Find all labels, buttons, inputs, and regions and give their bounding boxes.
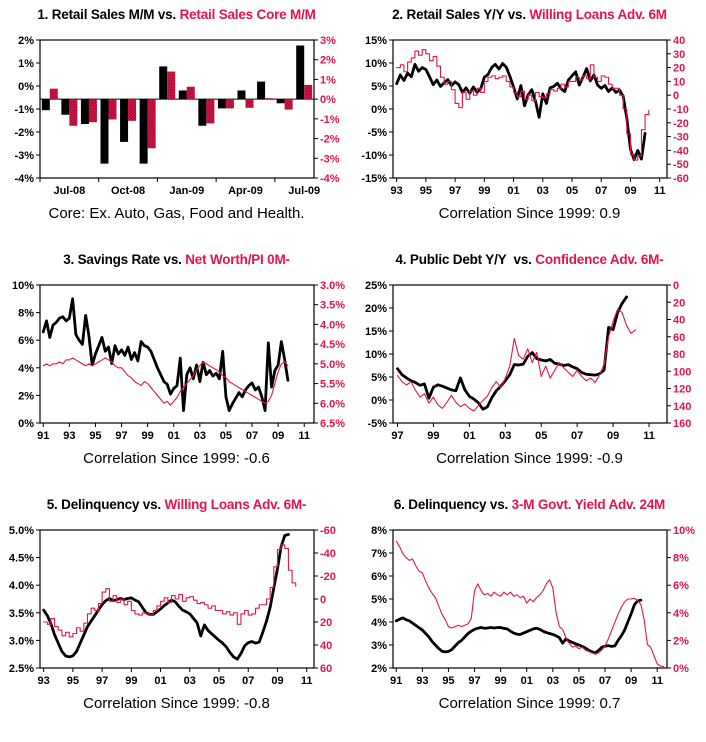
x-axis-label: 03: [193, 430, 206, 442]
bar-black-Apr-09: [218, 99, 226, 108]
x-axis-label: 99: [427, 430, 440, 442]
bar-black-Aug-09: [296, 46, 304, 100]
right-axis-label: 6.0%: [320, 398, 346, 411]
right-axis-label: 20: [673, 297, 686, 310]
left-axis-label: -4%: [14, 173, 34, 185]
chart-1-title: [37, 6, 315, 26]
right-axis-label: 140: [673, 400, 692, 413]
bar-red-Feb-09: [187, 87, 195, 99]
chart-2-title-red: Willing Loans Adv. 6M: [529, 7, 667, 22]
left-axis-label: 0%: [371, 395, 387, 407]
bar-black-Nov-08: [120, 99, 128, 142]
left-axis-label: 2%: [18, 35, 34, 47]
right-axis-label: -60: [320, 525, 336, 537]
left-axis-label: 8%: [18, 307, 34, 320]
bar-red-Aug-08: [69, 99, 77, 126]
left-axis-label: 8%: [371, 525, 387, 537]
chart-cell-5: [0, 490, 353, 742]
x-axis-label: Oct-08: [110, 185, 146, 197]
right-axis-label: 4.5%: [320, 339, 346, 352]
bar-red-Aug-09: [304, 85, 312, 99]
left-axis-label: 0%: [371, 104, 387, 116]
series-Savings Rate: [43, 299, 288, 411]
bar-black-Aug-08: [61, 99, 69, 115]
bar-black-Feb-09: [179, 90, 187, 99]
x-axis-label: 97: [115, 430, 128, 442]
x-axis-label: 97: [95, 675, 109, 687]
series-Willing Loans Adv. 6M- (inverted): [44, 545, 296, 637]
left-axis-label: 5%: [371, 81, 387, 93]
right-axis-label: -10: [673, 104, 689, 116]
chart-5-title-black: 5. Delinquency vs.: [46, 497, 165, 512]
chart-6-canvas: [353, 516, 706, 690]
left-axis-label: -15%: [361, 173, 387, 185]
bar-red-Oct-08: [109, 99, 117, 119]
chart-cell-6: [353, 490, 706, 742]
x-axis-label: 99: [141, 430, 154, 442]
chart-5-title-red: Willing Loans Adv. 6M-: [164, 497, 307, 512]
right-axis-label: 0: [673, 280, 680, 292]
x-axis-label: Apr-09: [228, 185, 263, 197]
right-axis-label: 0%: [320, 94, 336, 107]
x-axis-label: 97: [391, 430, 404, 442]
x-axis-label: 91: [390, 675, 403, 687]
x-axis-label: 09: [624, 185, 637, 197]
right-axis-label: -50: [673, 159, 689, 172]
x-axis-label: 05: [565, 185, 579, 197]
x-axis-label: 95: [442, 675, 455, 687]
chart-2-title-black: 2. Retail Sales Y/Y vs.: [392, 7, 530, 22]
bar-black-Sep-08: [81, 99, 89, 124]
bar-red-May-09: [246, 99, 254, 108]
series-Delinquency: [396, 600, 641, 653]
bar-red-Sep-08: [89, 99, 97, 122]
chart-5-title: [47, 496, 306, 516]
x-axis-label: 01: [507, 185, 520, 197]
x-axis-label: 09: [606, 430, 620, 442]
right-axis-label: 3.5%: [320, 299, 346, 312]
chart-3-canvas: [0, 271, 353, 445]
x-axis-label: 11: [643, 430, 655, 442]
right-axis-label: 5.0%: [320, 358, 346, 371]
right-axis-label: 8%: [673, 552, 689, 565]
right-axis-label: 4%: [673, 607, 689, 620]
series-Willing Loans Adv. 6M: [397, 50, 649, 160]
x-axis-label: 05: [212, 675, 226, 687]
x-axis-label: 93: [37, 675, 50, 687]
left-axis-label: 10%: [11, 280, 34, 292]
left-axis-label: -1%: [14, 104, 34, 116]
right-axis-label: 4.0%: [320, 319, 346, 332]
chart-6-title: [394, 496, 665, 516]
left-axis-label: 15%: [364, 35, 387, 47]
left-axis-label: 0%: [18, 81, 34, 93]
right-axis-label: 2%: [673, 635, 689, 648]
plot-border: [40, 285, 314, 423]
right-axis-label: 20: [320, 617, 333, 629]
left-axis-label: 6%: [18, 335, 34, 348]
bar-black-Dec-08: [140, 99, 148, 163]
x-axis-label: 11: [653, 185, 666, 197]
x-axis-label: 93: [416, 675, 429, 687]
x-axis-label: 11: [651, 675, 664, 687]
right-axis-label: 0%: [673, 663, 689, 675]
x-axis-label: 07: [245, 430, 259, 442]
x-axis-label: 91: [37, 430, 50, 442]
left-axis-label: 2.5%: [8, 663, 34, 675]
bar-red-Mar-09: [206, 99, 214, 123]
chart-4-title: [396, 251, 664, 271]
left-axis-label: 10%: [364, 349, 387, 361]
right-axis-label: 40: [673, 314, 686, 327]
x-axis-label: Jul-09: [288, 185, 321, 197]
bar-black-Oct-08: [101, 99, 109, 163]
x-axis-label: 03: [546, 675, 559, 687]
chart-3-title-black: 3. Savings Rate vs.: [63, 252, 186, 267]
right-axis-label: 3.0%: [320, 280, 346, 292]
bar-red-Dec-08: [148, 99, 156, 148]
right-axis-label: 20: [673, 62, 686, 75]
right-axis-label: 1%: [320, 74, 336, 87]
bar-black-Mar-09: [198, 99, 206, 126]
x-axis-label: 93: [390, 185, 403, 197]
right-axis-label: 10: [673, 76, 686, 89]
chart-cell-2: [353, 0, 706, 245]
left-axis-label: -2%: [14, 127, 34, 139]
x-axis-label: 09: [271, 430, 285, 442]
right-axis-label: 10%: [673, 525, 696, 537]
series-Confidence Adv. 6M- (inverted): [397, 309, 635, 411]
x-axis-label: 09: [271, 675, 284, 687]
series-Retail Sales Y/Y: [397, 63, 645, 159]
left-axis-label: 0%: [18, 418, 34, 430]
bar-black-May-09: [238, 90, 246, 99]
x-axis-label: 11: [298, 430, 311, 442]
right-axis-label: 0: [320, 594, 327, 606]
chart-5-correlation: Correlation Since 1999: -0.8: [83, 695, 270, 712]
bar-black-Jun-09: [257, 82, 265, 100]
right-axis-label: -2%: [320, 133, 340, 146]
x-axis-label: 05: [219, 430, 233, 442]
right-axis-label: -60: [673, 173, 689, 185]
x-axis-label: 03: [499, 430, 512, 442]
x-axis-label: 01: [520, 675, 533, 687]
x-axis-label: 99: [125, 675, 138, 687]
right-axis-label: 5.5%: [320, 378, 346, 391]
bar-red-Nov-08: [128, 99, 136, 121]
left-axis-label: 20%: [364, 303, 387, 315]
bar-black-Jan-09: [159, 66, 167, 99]
left-axis-label: 4.5%: [8, 552, 34, 565]
chart-2-canvas: [353, 26, 706, 200]
x-axis-label: 97: [468, 675, 481, 687]
x-axis-label: 99: [478, 185, 491, 197]
bar-red-Apr-09: [226, 99, 234, 108]
right-axis-label: -30: [673, 131, 689, 144]
x-axis-label: 03: [183, 675, 196, 687]
chart-6-correlation: Correlation Since 1999: 0.7: [438, 695, 621, 712]
x-axis-label: 01: [154, 675, 167, 687]
right-axis-label: 30: [673, 48, 686, 61]
chart-5-canvas: [0, 516, 353, 690]
right-axis-label: -20: [320, 571, 336, 583]
right-axis-label: -4%: [320, 173, 340, 185]
left-axis-label: 1%: [18, 58, 34, 70]
right-axis-label: 60: [320, 663, 333, 675]
chart-3-title: [63, 251, 290, 271]
chart-2-correlation: Correlation Since 1999: 0.9: [438, 205, 621, 222]
left-axis-label: 15%: [364, 326, 387, 338]
left-axis-label: 25%: [364, 280, 387, 292]
chart-4-canvas: [353, 271, 706, 445]
chart-4-correlation: Correlation Since 1999: -0.9: [436, 450, 623, 467]
bar-black-Jul-08: [42, 99, 50, 110]
right-axis-label: -20: [673, 117, 689, 130]
x-axis-label: 05: [535, 430, 548, 442]
chart-3-title-red: Net Worth/PI 0M-: [185, 252, 290, 267]
left-axis-label: -10%: [361, 150, 387, 162]
bar-red-Jul-09: [285, 99, 293, 109]
left-axis-label: 5%: [371, 594, 387, 606]
x-axis-label: 95: [89, 430, 102, 442]
left-axis-label: 7%: [371, 548, 387, 560]
right-axis-label: 40: [320, 640, 333, 652]
left-axis-label: 6%: [371, 571, 387, 583]
x-axis-label: 97: [448, 185, 462, 197]
x-axis-label: 03: [536, 185, 549, 197]
right-axis-label: 100: [673, 366, 692, 379]
right-axis-label: -40: [673, 145, 689, 158]
chart-6-title-black: 6. Delinquency vs.: [393, 497, 512, 512]
right-axis-label: 160: [673, 418, 692, 430]
left-axis-label: 5%: [371, 372, 387, 384]
left-axis-label: 5.0%: [8, 525, 34, 537]
right-axis-label: 3%: [320, 35, 336, 47]
chart-2-title: [392, 6, 667, 26]
series-Delinquency: [44, 534, 289, 659]
left-axis-label: -3%: [14, 150, 34, 162]
left-axis-label: 4%: [371, 617, 387, 629]
right-axis-label: 6.5%: [320, 418, 346, 430]
x-axis-label: 01: [167, 430, 180, 442]
x-axis-label: 95: [419, 185, 433, 197]
x-axis-label: 11: [300, 675, 313, 687]
bar-red-Jun-09: [265, 98, 273, 99]
bar-red-Jan-09: [167, 72, 175, 100]
chart-4-title-black: 4. Public Debt Y/Y vs.: [395, 252, 536, 267]
left-axis-label: 3.0%: [8, 635, 34, 648]
left-axis-label: 2%: [18, 390, 34, 403]
left-axis-label: 3%: [371, 640, 387, 652]
x-axis-label: Jul-08: [53, 185, 86, 197]
left-axis-label: -5%: [367, 127, 387, 139]
right-axis-label: 0: [673, 90, 680, 103]
x-axis-label: 95: [66, 675, 80, 687]
x-axis-label: Jan-09: [169, 185, 205, 197]
right-axis-label: 2%: [320, 54, 336, 67]
chart-1-title-black: 1. Retail Sales M/M vs.: [37, 7, 180, 22]
right-axis-label: 60: [673, 331, 686, 344]
x-axis-label: 99: [494, 675, 507, 687]
chart-6-title-red: 3-M Govt. Yield Adv. 24M: [511, 497, 666, 512]
chart-cell-3: [0, 245, 353, 490]
right-axis-label: 6%: [673, 580, 689, 593]
right-axis-label: -1%: [320, 113, 340, 126]
bar-black-Jul-09: [277, 99, 285, 103]
x-axis-label: 05: [572, 675, 586, 687]
x-axis-label: 07: [242, 675, 255, 687]
left-axis-label: 3.5%: [8, 607, 34, 620]
right-axis-label: -40: [320, 548, 336, 560]
chart-1-title-red: Retail Sales Core M/M: [179, 7, 316, 22]
bar-red-Jul-08: [50, 89, 58, 99]
left-axis-label: 10%: [364, 58, 387, 70]
chart-cell-1: [0, 0, 353, 245]
left-axis-label: 4%: [18, 362, 34, 375]
chart-4-title-red: Confidence Adv. 6M-: [535, 252, 664, 267]
x-axis-label: 93: [63, 430, 76, 442]
left-axis-label: 4.0%: [8, 580, 34, 593]
right-axis-label: -3%: [320, 153, 340, 166]
chart-cell-4: [353, 245, 706, 490]
chart-1-footnote: Core: Ex. Auto, Gas, Food and Health.: [48, 205, 305, 222]
x-axis-label: 07: [595, 185, 608, 197]
left-axis-label: -5%: [367, 418, 387, 430]
left-axis-label: 2%: [371, 663, 387, 675]
chart-3-correlation: Correlation Since 1999: -0.6: [83, 450, 270, 467]
right-axis-label: 40: [673, 35, 686, 47]
right-axis-label: 120: [673, 383, 692, 396]
x-axis-label: 07: [598, 675, 612, 687]
x-axis-label: 07: [571, 430, 584, 442]
chart-1-canvas: [0, 26, 353, 200]
right-axis-label: 80: [673, 349, 686, 361]
x-axis-label: 09: [624, 675, 638, 687]
x-axis-label: 01: [463, 430, 476, 442]
